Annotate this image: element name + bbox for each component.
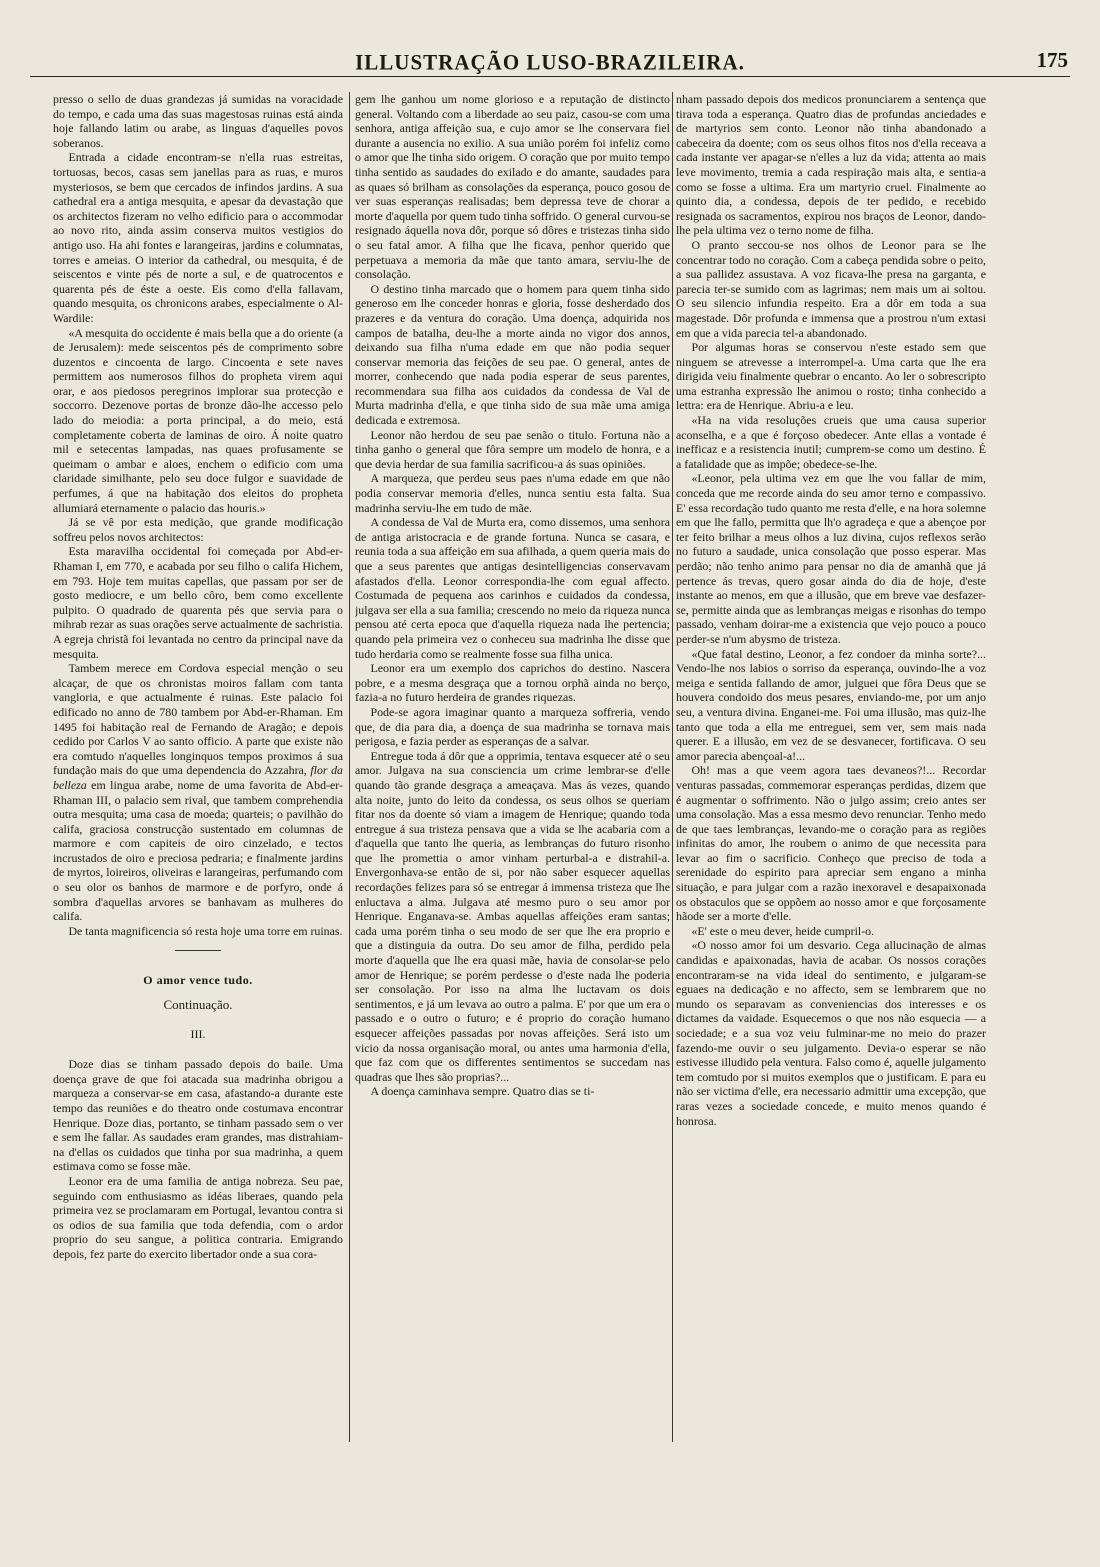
page-number: 175 <box>1036 48 1068 72</box>
column-divider <box>672 92 673 1442</box>
letter-paragraph: Oh! mas a que veem agora taes devaneos?!... Recordar venturas passadas, commemorar esperanças perdidas, dizem que é augmentar o soffrimento. Não o julgo assim; creio antes ser uma consolação. Mas a essa mesmo devo renunciar. Tenho medo de que taes lembranças, levando-me o coração para as regiões infinitas do amor, lhe roubem o animo de que necessita para levar ao fim o sacrificio. Conheço que preciso de toda a serenidade do espirito para apreciar sem engano a minha situação, e para julgar com a razão inexoravel e desapaixonada os obstaculos que se oppõem ao nosso amor e que forçosamente hãode ser a morte d'elle. <box>676 763 986 924</box>
column-right <box>676 92 986 1444</box>
italic-phrase: flor da belleza <box>53 763 343 792</box>
paragraph: Doze dias se tinham passado depois do baile. Uma doença grave de que foi atacada sua madrinha obrigou a marqueza a conservar-se em casa, afastando-a durante este tempo das reuniões e do theatro onde costumava encontrar Henrique. Doze dias, portanto, se tinham passado sem o ver e sem lhe fallar. As saudades eram grandes, mas distrahiam-na d'ellas os cuidados que tinha por sua madrinha, a quem estimava como se fosse mãe. <box>53 1057 343 1174</box>
letter-paragraph: «O nosso amor foi um desvario. Cega allucinação de almas candidas e apaixonadas, havia de acabar. Os nossos corações encontraram-se na vida ideal do sentimento, e julgaram-se eguaes na dedicação e no affecto, sem se lembrarem que no mundo os separavam as conveniencias dos interesses e os dictames da vaidade. Esquecemos o que nos não esquecia — a sociedade; e a sua voz veiu fulminar-me no meio do prazer fazendo-me ouvir o seu julgamento. Devia-o esperar se não estivesse illudido pela ventura. Falso como é, aquelle julgamento tem comtudo por si muitos exemplos que o justificam. E para eu não ser victima d'elle, era necessario admittir uma excepção, que raras vezes a sociedade concede, e muito menos quando é honrosa. <box>676 938 986 1128</box>
paragraph: A doença caminhava sempre. Quatro dias se ti- <box>370 1084 595 1099</box>
paragraph: presso o sello de duas grandezas já sumidas na voracidade do tempo, e cada uma das suas magestosas ruinas está ainda hoje fallando latim ou arabe, as linguas d'aquelles povos soberanos. <box>53 92 343 150</box>
letter-paragraph: «Que fatal destino, Leonor, a fez condoer da minha sorte?... Vendo-lhe nos labios o sorriso da esperança, ouvindo-lhe a voz meiga e sentida fallando de amor, julguei que fôra Deus que se houvera condoido dos meus pesares, enviando-me, por um anjo seu, a ventura divina. Enganei-me. Foi uma illusão, mas quiz-lhe tanto que toda a ella me entreguei, sem ver, sem mais nada querer. E a illusão, em vez de se desvanecer, fortificava. O seu amor parecia abençoal-a!... <box>676 646 986 763</box>
paragraph <box>53 661 343 924</box>
paragraph: Por algumas horas se conservou n'este estado sem que ninguem se atrevesse a interrompel-a. Uma carta que lhe era dirigida veiu finalmente quebrar o encanto. Ao ler o sobrescripto uma estranha expressão lhe animou o rosto; tinha conhecido a lettra: era de Henrique. Abriu-a e leu. <box>676 340 986 413</box>
paragraph: De tanta magnificencia só resta hoje uma torre em ruinas. <box>68 923 343 938</box>
publication-title: ILLUSTRAÇÃO LUSO-BRAZILEIRA. <box>355 49 745 75</box>
paragraph: Pode-se agora imaginar quanto a marqueza soffreria, vendo que, de dia para dia, a doença de sua madrinha se tornava mais perigosa, e fazia perder as esperanças de a salvar. <box>355 704 670 749</box>
paragraph: A condessa de Val de Murta era, como dissemos, uma senhora de antiga aristocracia e de grande fortuna. Nunca se casara, e reunia toda a sua affeição em sua afilhada, a quem queria mais do que a seus parentes que antigas desintelligencias conservavam afastados d'ella. Leonor correspondia-lhe com egual affecto. Costumada de pequena aos carinhos e cuidados da condessa, julgava ser ella a sua familia; crescendo no meio da riqueza nunca pensou até certa epoca que d'aquella riqueza nada lhe pertencia; quando pela primeira vez o conheceu sua madrinha lhe disse que tudo herdaria como se realmente fosse sua filha unica. <box>355 515 670 661</box>
text-run: em lingua arabe, nome de uma favorita de Abd-er-Rhaman III, o palacio sem rival, que tambem comprehendia outra mesquita; uma casa de moeda; quarteis; o pavilhão do califa, graciosa construcção sustentado em columnas de marmore e com capiteis de oiro cinzelado, e tectos incrustados de oiro e preciosa pedraria; e finalmente jardins de myrtos, loireiros, oliveiras e larangeiras, perfumando com o seu olor os banhos de marmore e de porfyro, onde á sombra d'aquellas arvores se banhavam as mulheres do califa. <box>53 777 343 924</box>
masthead <box>30 46 1070 77</box>
paragraph: Já se vê por esta medição, que grande modificação soffreu pelos novos architectos: <box>53 515 343 544</box>
story-title: O amor vence tudo. <box>143 973 253 988</box>
column-divider <box>349 92 350 1442</box>
paragraph: Leonor era um exemplo dos caprichos do destino. Nascera pobre, e a mesma desgraça que a tornou orphã ainda no berço, fazia-a no futuro herdeira de grandes riquezas. <box>355 661 670 705</box>
paragraph: O destino tinha marcado que o homem para quem tinha sido generoso em lhe conceder honras e gloria, fosse desherdado dos prazeres e da ventura do coração. Uma doença, adquirida nos campos de batalha, deu-lhe a morte ainda no vigor dos annos, deixando sua filha n'uma edade em que não podia sequer conservar memoria das feições de seu pae. O general, antes de morrer, conhecendo que nada podia esperar de seus parentes, recommendara sua filha aos cuidados da condessa de Val de Murta madrinha d'ella, e que tinha sido de sua mãe uma amiga dedicada e extremosa. <box>355 281 670 428</box>
text-run: Tambem merece em Cordova especial menção o seu alcaçar, de que os chronistas moiros fallam com tanta vangloria, e que actualmente é ruinas. Este palacio foi edificado no anno de 780 tambem por Abd-er-Rhaman. Em 1495 foi habitação real de Fernando de Aragão; e depois cedido por Carlos V ao santo officio. A parte que existe não era comtudo n'aquelles longinquos tempos proximos á sua fundação mais do que uma dependencia do Azzahra, <box>53 661 343 778</box>
letter-paragraph: «E' este o meu dever, heide cumpril-o. <box>691 923 875 938</box>
paragraph: Entrada a cidade encontram-se n'ella ruas estreitas, tortuosas, becos, casas sem janellas para as ruas, e muros mysteriosos, se bem que cercados de infindos jardins. A sua cathedral era a antiga mesquita, e apesar da devastação que os architectos fizeram no velho edificio para o accommodar ao novo rito, ainda assim conserva muitos vestigios do antigo uso. Ha ahi fontes e larangeiras, jardins e columnatas, torres e ameias. O interior da cathedral, ou mesquita, é de seiscentos e vinte pés de norte a sul, e de quatrocentos e quarenta pés de éste a oeste. Eis como d'ella fallavam, quando mesquita, os chronicons arabes, especialmente o Al-Wardile: <box>53 150 343 325</box>
paragraph: Leonor era de uma familia de antiga nobreza. Seu pae, seguindo com enthusiasmo as idéas liberaes, quando pela primeira vez se proclamaram em Portugal, levantou contra si os odios de sua familia que toda defendia, com o ardor proprio do seu sangue, a politica contraria. Emigrando depois, fez parte do exercito libertador onde a sua cora- <box>53 1173 343 1261</box>
paragraph: gem lhe ganhou um nome glorioso e a reputação de distincto general. Voltando com a liberdade ao seu paiz, casou-se com uma senhora, antiga affeição sua, e cujo amor se lhe conservara fiel durante a ausencia no exilio. A sua união porém foi infeliz como o amor que lhe tinha sido origem. O coração que por muito tempo tinha sentido as saudades do exilado e do amante, saudades para as quaes só brilham as consolações da esperança, pouco gosou de ver suas esperanças realisadas; bem depressa teve de chorar a morte d'aquella por quem tudo tinha soffrido. O general curvou-se resignado áquella nova dôr, porque só dôres e tristezas tinha sido o seu fatal amor. A filha que lhe ficava, penhor querido que perpetuava a memoria da mãe que tanto amara, serviu-lhe de consolação. <box>355 92 670 282</box>
chapter-number: III. <box>190 1026 206 1041</box>
paragraph: nham passado depois dos medicos pronunciarem a sentença que tirava toda a esperança. Quatro dias de profundas anciedades e de martyrios sem conto. Leonor não tinha abandonado a cabeceira da doente; com os seus olhos fitos nos d'ella receava a cada instante ver apagar-se n'elles a luz da vida; attenta ao mais leve movimento, tremia a cada respiração mais alta, e sentia-a como se fosse a ultima. Era um martyrio cruel. Finalmente ao quinto dia, a condessa, depois de ter pedido, e recebido resignada os sacramentos, expirou nos braços de Leonor, dando-lhe pela ultima vez o terno nome de filha. <box>676 92 986 238</box>
letter-paragraph: «Ha na vida resoluções crueis que uma causa superior aconselha, e a que é forçoso obedecer. Ante ellas a vontade é inefficaz e a resistencia inutil; cumprem-se como um destino. É a fatalidade que as impõe; obedece-se-lhe. <box>676 413 986 471</box>
quoted-paragraph: «A mesquita do occidente é mais bella que a do oriente (a de Jerusalem): mede seiscentos pés de comprimento sobre duzentos e cincoenta de largo. Cincoenta e sete naves permittem aos numerosos filhos do propheta virem aqui orar, e aos piedosos peregrinos implorar sua protecção e soccorro. Dezenove portas de bronze dão-lhe accesso pelo lado do meiodia: a porta principal, a do meio, está completamente coberta de laminas de oiro. Á noite quatro mil e setecentas lampadas, nas quaes profusamente se queimam o ambar e aloes, enchem o edificio com uma claridade similhante, pelo seu doce fulgor e suavidade de perfumes, á que na habitação dos eleitos do propheta allumiará eternamente o palacio das houris.» <box>53 325 343 515</box>
paragraph: Entregue toda á dôr que a opprimia, tentava esquecer até o seu amor. Julgava na sua consciencia um crime lembrar-se d'elle quando tão grande desgraça a ameaçava. Mas ás vezes, quando alta noite, junto do leito da condessa, os seus olhos se queriam fitar nos da doente só viam a imagem de Henrique; quando toda entregue á sua tristeza pensava que a vida se lhe acabaria com a d'aquella que tanto lhe queria, as lembranças do futuro risonho que lhe promettia o amor vinham perturbal-a e distrahil-a. Envergonhava-se então de si, por não saber esquecer aquellas recordações felizes para só se entregar á immensa tristeza que lhe enluctava a alma. Julgava até mesmo puro o seu amor por Henrique. Enganava-se. Ambas aquellas affeições eram santas; cada uma porém tinha o seu modo de ser que lhe era proprio e que a distinguia da outra. Do seu amor de filha, perdido pela morte d'aquella que lhe era quasi mãe, havia de consolar-se pelo amor de Henrique; se porém perdesse o d'este nada lhe poderia ser consolação. Por isso na alma lhe luctavam os dois sentimentos, e já um levava ao outro a palma. E' por que um era o passado e o outro o futuro; e é proprio do coração humano esquecer affeições passadas por novas affeições. Será isto um vicio da nossa organisação moral, ou antes uma harmonia d'ella, que faz com que os differentes sentimentos se succedam nas quadras que lhes são proprias?... <box>355 748 670 1084</box>
column-left <box>53 92 343 1444</box>
paragraph: A marqueza, que perdeu seus paes n'uma edade em que não podia conservar memoria d'elles, nunca sentiu esta falta. Sua madrinha serviu-lhe em tudo de mãe. <box>355 471 670 515</box>
paragraph: Esta maravilha occidental foi começada por Abd-er-Rhaman I, em 770, e acabada por seu filho o califa Hichem, em 793. Hoje tem muitas capellas, que passam por ser de gosto mediocre, e um bello côro, bem como excellente pulpito. O quadrado de quarenta pés que servia para o mihrab rezar as suas orações serve actualmente de sachristia. A egreja christã foi levantada no centro da principal nave da mesquita. <box>53 544 343 661</box>
section-divider <box>175 950 221 951</box>
paragraph: O pranto seccou-se nos olhos de Leonor para se lhe concentrar todo no coração. Com a cabeça pendida sobre o peito, a sua pallidez assustava. A voz ficava-lhe presa na garganta, e parecia ter-se sumido com as lagrimas; nem mais um ai soltou. O seu silencio infundia respeito. Era a dôr em toda a sua magestade. Dôr profunda e immensa que a prostrou n'um extasi em que a vida parecia tel-a abandonado. <box>676 237 986 340</box>
letter-paragraph: «Leonor, pela ultima vez em que lhe vou fallar de mim, conceda que me recorde ainda do seu amor terno e compassivo. E' essa recordação tudo quanto me resta d'elle, e na hora solemne em que lhe fallo, permitta que lh'o agradeça e que a abençoe por ter feito brilhar a meus olhos a luz divina, cujos reflexos serão no futuro a saudade, unica consolação que posso esperar. Mas perdão; não tenho animo para pensar no dia de amanhã que já pertence ás trevas, quero gosar ainda do dia de hoje, d'este instante ao menos, em que a illusão, que em breve vae desfazer-se, permitte ainda que as lembranças meigas e risonhas do tempo passado, venham doirar-me a existencia que vejo pouco a pouco perder-se n'um abysmo de tristeza. <box>676 471 986 646</box>
paragraph: Leonor não herdou de seu pae senão o titulo. Fortuna não a tinha ganho o general que fôra sempre um modelo de honra, e a que devia herdar de sua familia sacrificou-a ás suas opiniões. <box>355 427 670 471</box>
column-middle <box>355 92 670 1444</box>
story-subtitle: Continuação. <box>163 997 233 1013</box>
